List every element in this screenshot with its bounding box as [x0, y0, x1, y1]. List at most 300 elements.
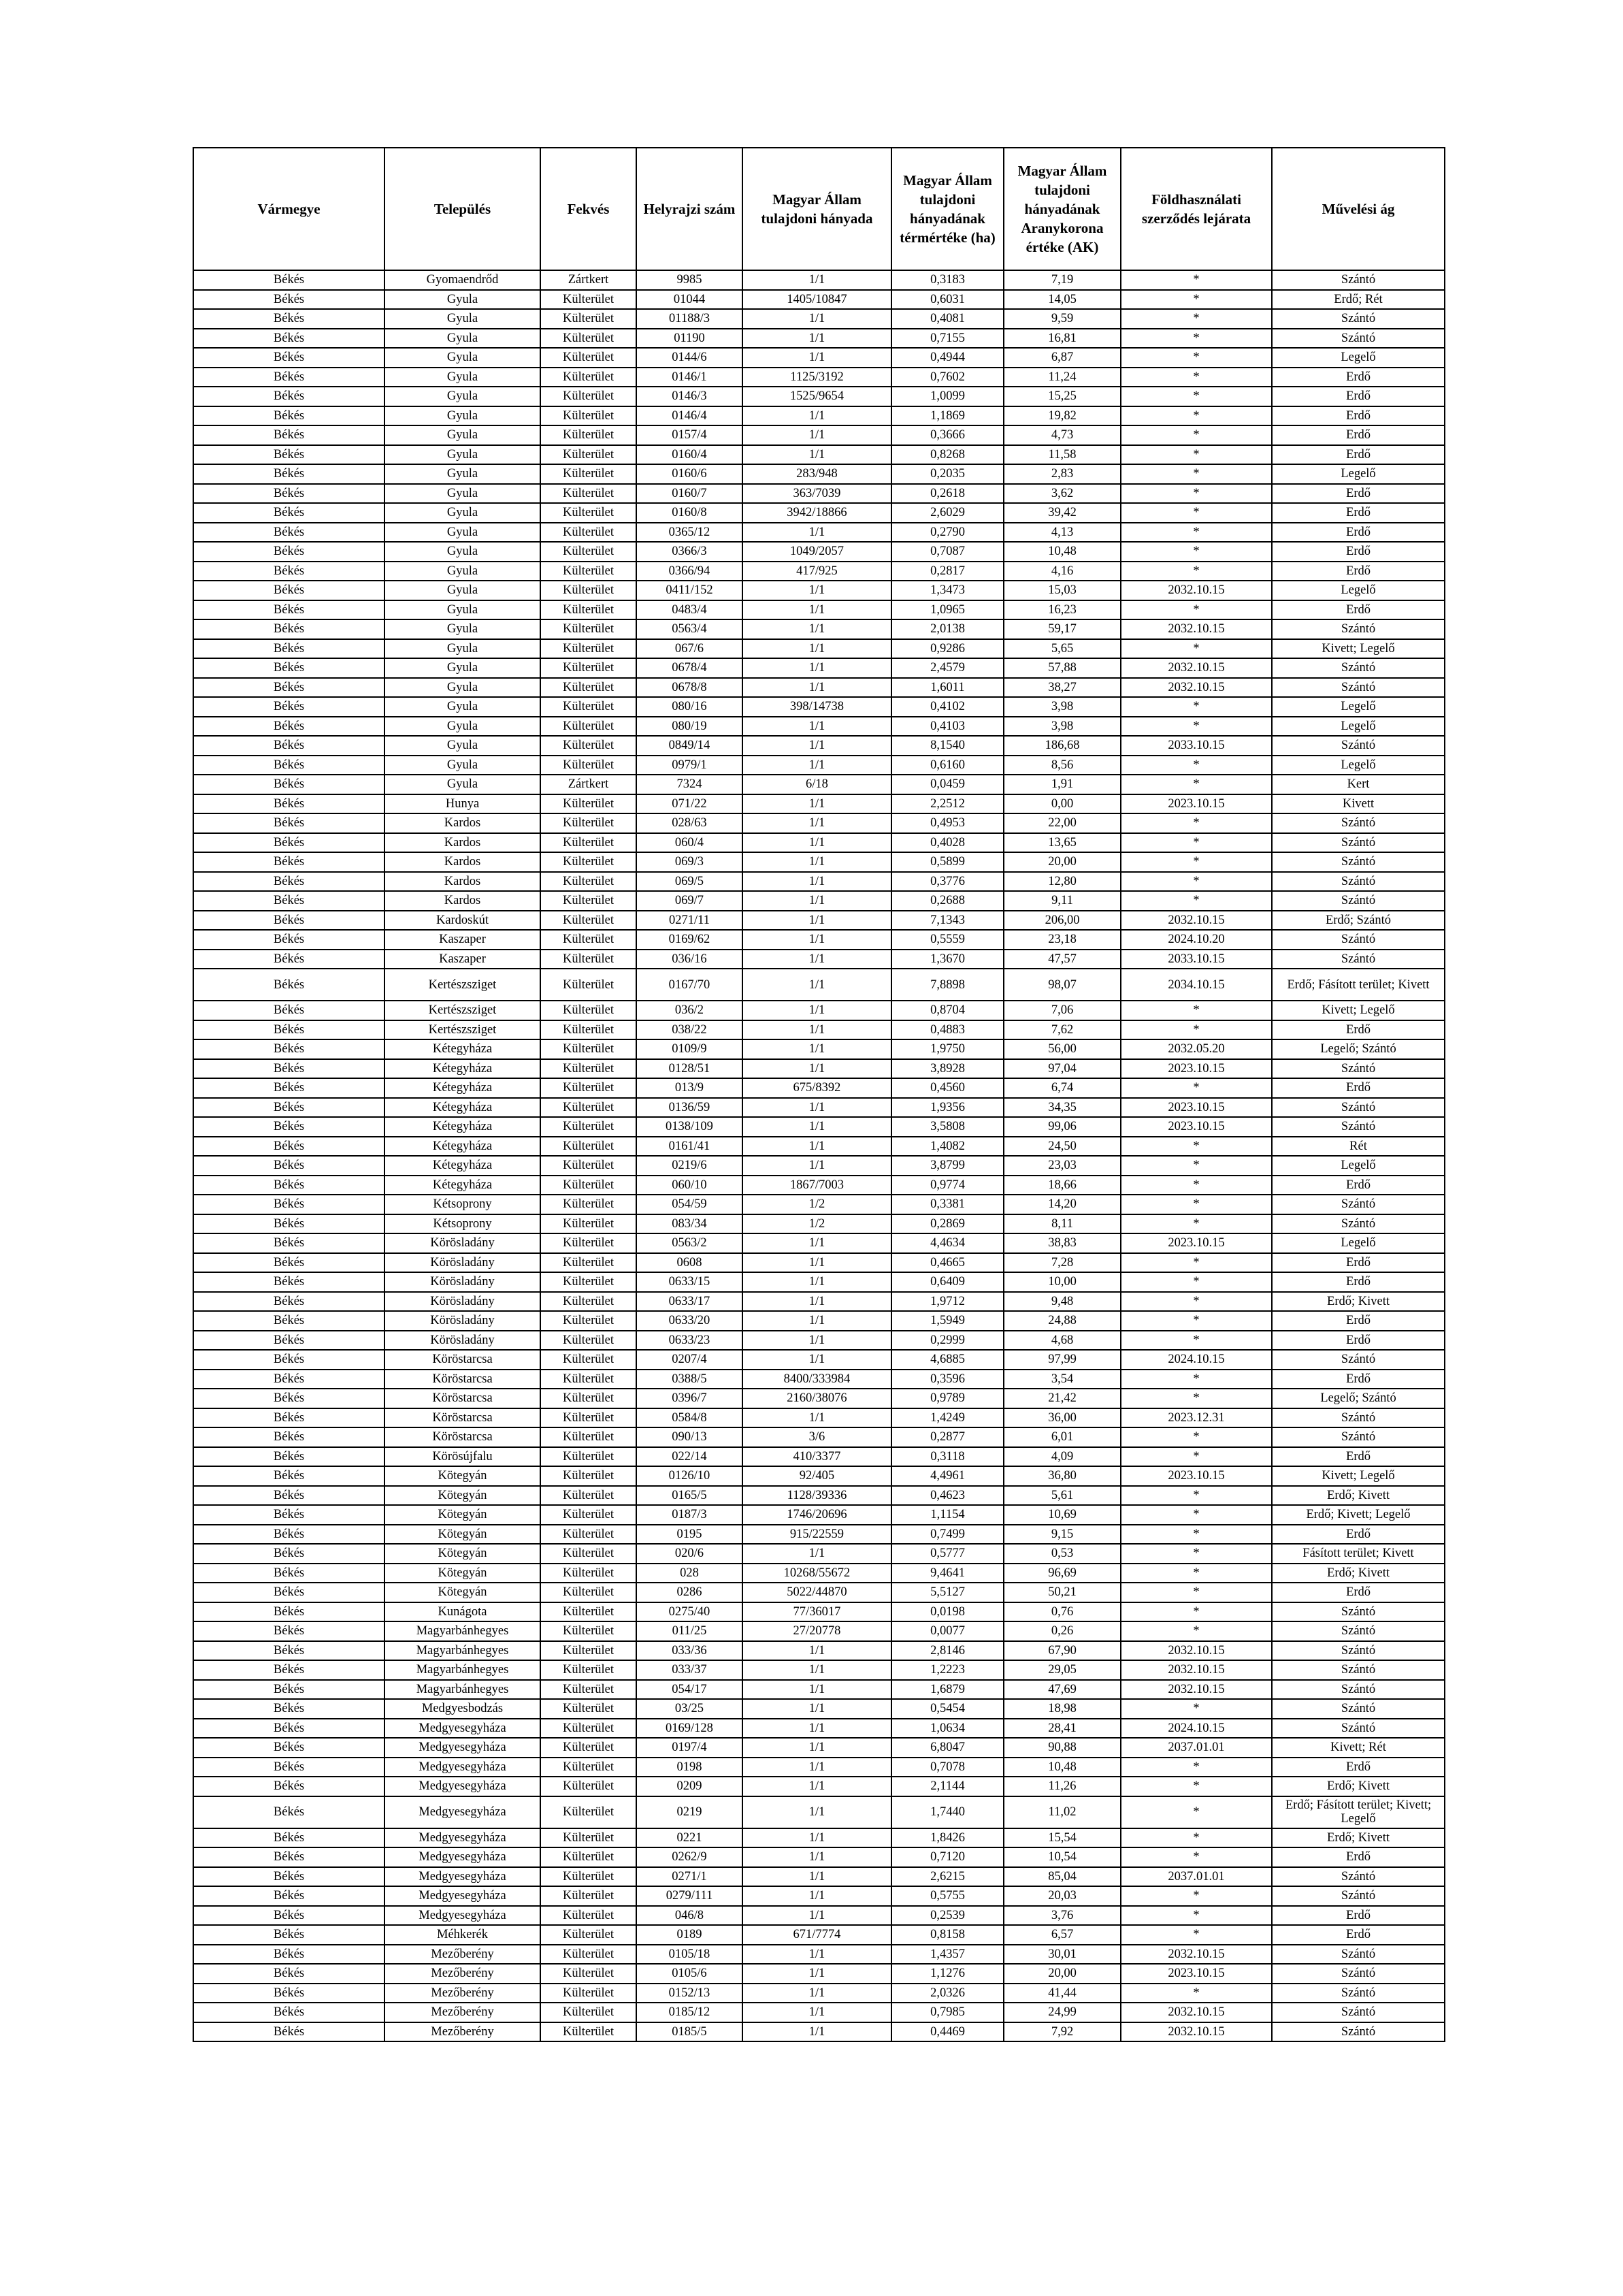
cell-state-share: 6/18 [742, 775, 891, 794]
cell-state-share: 1/1 [742, 678, 891, 698]
cell-county: Békés [193, 1719, 384, 1739]
cell-location: Külterület [540, 1272, 636, 1292]
table-row [193, 658, 1445, 678]
cell-contract-expiry: * [1121, 1370, 1272, 1389]
cell-contract-expiry: * [1121, 1925, 1272, 1945]
cell-county: Békés [193, 1738, 384, 1758]
cell-location: Külterület [540, 1738, 636, 1758]
cell-settlement: Kétegyháza [384, 1117, 540, 1137]
cell-county: Békés [193, 484, 384, 504]
cell-contract-expiry: 2023.10.15 [1121, 1059, 1272, 1079]
cell-golden-crown-value: 47,57 [1004, 950, 1121, 969]
cell-settlement: Mezőberény [384, 2003, 540, 2022]
cell-cultivation-branch: Erdő; Kivett [1272, 1486, 1445, 1506]
cell-location: Külterület [540, 1001, 636, 1020]
table-row [193, 1828, 1445, 1848]
table-row [193, 406, 1445, 426]
table-row [193, 270, 1445, 290]
table-row [193, 1777, 1445, 1796]
cell-state-share: 1/1 [742, 1796, 891, 1828]
cell-state-share: 5022/44870 [742, 1583, 891, 1602]
header-lot-number: Helyrajzi szám [636, 148, 742, 270]
cell-contract-expiry: * [1121, 756, 1272, 775]
cell-golden-crown-value: 10,00 [1004, 1272, 1121, 1292]
cell-county: Békés [193, 1214, 384, 1234]
cell-lot-number: 0411/152 [636, 581, 742, 600]
cell-county: Békés [193, 697, 384, 717]
cell-settlement: Gyula [384, 406, 540, 426]
cell-lot-number: 0146/1 [636, 368, 742, 387]
cell-lot-number: 0608 [636, 1253, 742, 1273]
cell-lot-number: 028 [636, 1564, 742, 1583]
table-row [193, 1505, 1445, 1525]
cell-lot-number: 0221 [636, 1828, 742, 1848]
cell-location: Külterület [540, 1233, 636, 1253]
cell-contract-expiry: 2024.10.20 [1121, 930, 1272, 950]
cell-location: Külterület [540, 1906, 636, 1926]
cell-state-share: 77/36017 [742, 1602, 891, 1622]
cell-county: Békés [193, 2022, 384, 2042]
cell-golden-crown-value: 19,82 [1004, 406, 1121, 426]
table-row [193, 1925, 1445, 1945]
cell-lot-number: 013/9 [636, 1078, 742, 1098]
cell-contract-expiry: * [1121, 445, 1272, 465]
cell-area-ha: 0,4103 [891, 717, 1004, 737]
cell-location: Külterület [540, 600, 636, 620]
cell-county: Békés [193, 1311, 384, 1331]
cell-contract-expiry: 2033.10.15 [1121, 736, 1272, 756]
cell-golden-crown-value: 7,28 [1004, 1253, 1121, 1273]
cell-state-share: 1/1 [742, 756, 891, 775]
cell-lot-number: 0207/4 [636, 1350, 742, 1370]
table-row [193, 1039, 1445, 1059]
cell-golden-crown-value: 39,42 [1004, 503, 1121, 523]
cell-cultivation-branch: Szántó [1272, 1886, 1445, 1906]
cell-state-share: 1/1 [742, 1039, 891, 1059]
cell-lot-number: 046/8 [636, 1906, 742, 1926]
cell-contract-expiry: 2032.10.15 [1121, 678, 1272, 698]
cell-area-ha: 1,3473 [891, 581, 1004, 600]
table-row [193, 464, 1445, 484]
cell-lot-number: 011/25 [636, 1621, 742, 1641]
cell-location: Külterület [540, 445, 636, 465]
cell-lot-number: 0262/9 [636, 1847, 742, 1867]
cell-contract-expiry: * [1121, 1505, 1272, 1525]
table-row [193, 852, 1445, 872]
table-row [193, 309, 1445, 329]
cell-settlement: Körösújfalu [384, 1447, 540, 1467]
cell-settlement: Gyula [384, 368, 540, 387]
cell-contract-expiry: * [1121, 1253, 1272, 1273]
cell-county: Békés [193, 1758, 384, 1777]
cell-state-share: 1/1 [742, 1059, 891, 1079]
cell-golden-crown-value: 9,15 [1004, 1525, 1121, 1545]
cell-cultivation-branch: Erdő [1272, 542, 1445, 562]
table-row [193, 1602, 1445, 1622]
cell-location: Külterület [540, 1311, 636, 1331]
cell-area-ha: 0,6409 [891, 1272, 1004, 1292]
cell-area-ha: 1,4082 [891, 1137, 1004, 1157]
cell-golden-crown-value: 6,74 [1004, 1078, 1121, 1098]
cell-location: Külterület [540, 1699, 636, 1719]
cell-lot-number: 0161/41 [636, 1137, 742, 1157]
cell-location: Külterület [540, 678, 636, 698]
cell-lot-number: 069/5 [636, 872, 742, 892]
cell-cultivation-branch: Szántó [1272, 1641, 1445, 1661]
cell-settlement: Köröstarcsa [384, 1370, 540, 1389]
cell-lot-number: 0979/1 [636, 756, 742, 775]
cell-contract-expiry: 2023.10.15 [1121, 1964, 1272, 1984]
cell-golden-crown-value: 38,83 [1004, 1233, 1121, 1253]
table-row [193, 290, 1445, 310]
cell-county: Békés [193, 736, 384, 756]
cell-cultivation-branch: Szántó [1272, 2003, 1445, 2022]
cell-location: Külterület [540, 523, 636, 543]
cell-lot-number: 071/22 [636, 794, 742, 814]
cell-county: Békés [193, 872, 384, 892]
table-row [193, 1195, 1445, 1214]
cell-cultivation-branch: Szántó [1272, 1117, 1445, 1137]
cell-county: Békés [193, 1699, 384, 1719]
cell-contract-expiry: * [1121, 1137, 1272, 1157]
cell-state-share: 1/1 [742, 1738, 891, 1758]
cell-county: Békés [193, 1331, 384, 1351]
cell-county: Békés [193, 1020, 384, 1040]
cell-golden-crown-value: 14,20 [1004, 1195, 1121, 1214]
cell-golden-crown-value: 0,26 [1004, 1621, 1121, 1641]
cell-county: Békés [193, 1886, 384, 1906]
cell-cultivation-branch: Legelő [1272, 756, 1445, 775]
cell-lot-number: 0185/5 [636, 2022, 742, 2042]
cell-contract-expiry: * [1121, 368, 1272, 387]
cell-golden-crown-value: 9,48 [1004, 1292, 1121, 1312]
table-row [193, 930, 1445, 950]
cell-settlement: Hunya [384, 794, 540, 814]
cell-location: Külterület [540, 1156, 636, 1176]
cell-contract-expiry: * [1121, 309, 1272, 329]
cell-lot-number: 033/36 [636, 1641, 742, 1661]
cell-state-share: 1867/7003 [742, 1176, 891, 1195]
cell-area-ha: 1,1276 [891, 1964, 1004, 1984]
cell-area-ha: 0,8268 [891, 445, 1004, 465]
table-row [193, 1758, 1445, 1777]
cell-lot-number: 0157/4 [636, 425, 742, 445]
cell-contract-expiry: * [1121, 1272, 1272, 1292]
cell-area-ha: 0,5777 [891, 1544, 1004, 1564]
table-row [193, 1621, 1445, 1641]
cell-settlement: Kardoskút [384, 911, 540, 931]
cell-golden-crown-value: 11,24 [1004, 368, 1121, 387]
cell-golden-crown-value: 24,88 [1004, 1311, 1121, 1331]
cell-location: Külterület [540, 1427, 636, 1447]
cell-lot-number: 054/17 [636, 1680, 742, 1700]
cell-settlement: Gyula [384, 562, 540, 581]
cell-state-share: 1/1 [742, 969, 891, 1001]
cell-area-ha: 9,4641 [891, 1564, 1004, 1583]
cell-lot-number: 0167/70 [636, 969, 742, 1001]
cell-contract-expiry: * [1121, 1176, 1272, 1195]
cell-county: Békés [193, 1777, 384, 1796]
cell-cultivation-branch: Szántó [1272, 1059, 1445, 1079]
cell-golden-crown-value: 18,66 [1004, 1176, 1121, 1195]
cell-cultivation-branch: Szántó [1272, 1984, 1445, 2003]
cell-area-ha: 0,4623 [891, 1486, 1004, 1506]
cell-lot-number: 0198 [636, 1758, 742, 1777]
table-row [193, 1847, 1445, 1867]
cell-contract-expiry: * [1121, 484, 1272, 504]
table-row [193, 1078, 1445, 1098]
cell-contract-expiry: 2032.10.15 [1121, 619, 1272, 639]
cell-lot-number: 0197/4 [636, 1738, 742, 1758]
cell-cultivation-branch: Szántó [1272, 1699, 1445, 1719]
cell-lot-number: 0109/9 [636, 1039, 742, 1059]
cell-area-ha: 3,8799 [891, 1156, 1004, 1176]
cell-golden-crown-value: 4,73 [1004, 425, 1121, 445]
cell-settlement: Köröstarcsa [384, 1389, 540, 1408]
cell-cultivation-branch: Kivett; Legelő [1272, 639, 1445, 659]
cell-area-ha: 0,0459 [891, 775, 1004, 794]
cell-settlement: Gyula [384, 290, 540, 310]
cell-location: Külterület [540, 1176, 636, 1195]
cell-cultivation-branch: Szántó [1272, 619, 1445, 639]
cell-lot-number: 0189 [636, 1925, 742, 1945]
cell-lot-number: 7324 [636, 775, 742, 794]
cell-location: Külterület [540, 1583, 636, 1602]
table-row [193, 1738, 1445, 1758]
cell-location: Külterület [540, 658, 636, 678]
cell-county: Békés [193, 445, 384, 465]
cell-location: Külterület [540, 387, 636, 406]
cell-county: Békés [193, 1544, 384, 1564]
cell-settlement: Gyula [384, 445, 540, 465]
table-row [193, 1370, 1445, 1389]
cell-location: Külterület [540, 348, 636, 368]
cell-settlement: Körösladány [384, 1233, 540, 1253]
cell-contract-expiry: * [1121, 775, 1272, 794]
cell-state-share: 1/1 [742, 717, 891, 737]
cell-cultivation-branch: Erdő [1272, 1253, 1445, 1273]
cell-state-share: 1/1 [742, 736, 891, 756]
cell-state-share: 1/1 [742, 1641, 891, 1661]
table-row [193, 503, 1445, 523]
table-row [193, 1020, 1445, 1040]
cell-county: Békés [193, 775, 384, 794]
cell-lot-number: 0160/8 [636, 503, 742, 523]
cell-settlement: Kötegyán [384, 1486, 540, 1506]
cell-location: Külterület [540, 1984, 636, 2003]
cell-golden-crown-value: 7,62 [1004, 1020, 1121, 1040]
cell-location: Külterület [540, 1408, 636, 1428]
cell-state-share: 1/1 [742, 1964, 891, 1984]
cell-location: Külterület [540, 1331, 636, 1351]
table-row [193, 872, 1445, 892]
cell-golden-crown-value: 11,58 [1004, 445, 1121, 465]
cell-contract-expiry: * [1121, 813, 1272, 833]
cell-settlement: Magyarbánhegyes [384, 1660, 540, 1680]
cell-cultivation-branch: Erdő [1272, 1176, 1445, 1195]
cell-cultivation-branch: Szántó [1272, 1964, 1445, 1984]
cell-area-ha: 0,2539 [891, 1906, 1004, 1926]
table-row [193, 1945, 1445, 1964]
cell-contract-expiry: 2032.10.15 [1121, 1660, 1272, 1680]
table-row [193, 775, 1445, 794]
cell-golden-crown-value: 206,00 [1004, 911, 1121, 931]
cell-county: Békés [193, 1867, 384, 1887]
cell-cultivation-branch: Szántó [1272, 2022, 1445, 2042]
table-row [193, 833, 1445, 853]
cell-county: Békés [193, 348, 384, 368]
cell-golden-crown-value: 24,50 [1004, 1137, 1121, 1157]
cell-settlement: Kétsoprony [384, 1214, 540, 1234]
cell-state-share: 1/1 [742, 1020, 891, 1040]
cell-cultivation-branch: Legelő [1272, 464, 1445, 484]
cell-golden-crown-value: 57,88 [1004, 658, 1121, 678]
cell-county: Békés [193, 619, 384, 639]
cell-county: Békés [193, 425, 384, 445]
cell-lot-number: 9985 [636, 270, 742, 290]
cell-contract-expiry: * [1121, 425, 1272, 445]
cell-area-ha: 1,6879 [891, 1680, 1004, 1700]
cell-location: Külterület [540, 1828, 636, 1848]
header-row [193, 148, 1445, 270]
table-row [193, 1389, 1445, 1408]
cell-county: Békés [193, 911, 384, 931]
cell-contract-expiry: * [1121, 1156, 1272, 1176]
cell-golden-crown-value: 10,69 [1004, 1505, 1121, 1525]
cell-location: Külterület [540, 1214, 636, 1234]
cell-contract-expiry: * [1121, 1886, 1272, 1906]
cell-area-ha: 1,1869 [891, 406, 1004, 426]
table-row [193, 1525, 1445, 1545]
table-row [193, 950, 1445, 969]
cell-golden-crown-value: 15,03 [1004, 581, 1121, 600]
cell-location: Külterület [540, 1137, 636, 1157]
cell-cultivation-branch: Szántó [1272, 1719, 1445, 1739]
cell-location: Külterület [540, 911, 636, 931]
cell-cultivation-branch: Erdő [1272, 600, 1445, 620]
cell-lot-number: 067/6 [636, 639, 742, 659]
cell-contract-expiry: * [1121, 1427, 1272, 1447]
cell-lot-number: 0136/59 [636, 1098, 742, 1118]
cell-golden-crown-value: 34,35 [1004, 1098, 1121, 1118]
cell-settlement: Medgyesegyháza [384, 1796, 540, 1828]
cell-lot-number: 0195 [636, 1525, 742, 1545]
cell-cultivation-branch: Legelő [1272, 717, 1445, 737]
cell-golden-crown-value: 4,13 [1004, 523, 1121, 543]
cell-location: Külterület [540, 1847, 636, 1867]
table-row [193, 600, 1445, 620]
cell-lot-number: 0366/3 [636, 542, 742, 562]
header-cultivation-branch: Művelési ág [1272, 148, 1445, 270]
cell-area-ha: 1,4249 [891, 1408, 1004, 1428]
cell-settlement: Kötegyán [384, 1525, 540, 1545]
table-row [193, 581, 1445, 600]
cell-contract-expiry: * [1121, 562, 1272, 581]
cell-lot-number: 0365/12 [636, 523, 742, 543]
table-row [193, 717, 1445, 737]
cell-contract-expiry: 2032.10.15 [1121, 911, 1272, 931]
cell-county: Békés [193, 1964, 384, 1984]
cell-lot-number: 080/19 [636, 717, 742, 737]
cell-golden-crown-value: 3,98 [1004, 717, 1121, 737]
cell-state-share: 1/1 [742, 639, 891, 659]
cell-cultivation-branch: Erdő [1272, 1311, 1445, 1331]
cell-county: Békés [193, 1389, 384, 1408]
cell-location: Külterület [540, 1525, 636, 1545]
cell-settlement: Gyula [384, 542, 540, 562]
cell-settlement: Kardos [384, 891, 540, 911]
cell-contract-expiry: * [1121, 542, 1272, 562]
table-row [193, 1544, 1445, 1564]
cell-cultivation-branch: Szántó [1272, 891, 1445, 911]
cell-settlement: Kétegyháza [384, 1176, 540, 1195]
cell-state-share: 1/1 [742, 329, 891, 349]
cell-settlement: Gyula [384, 697, 540, 717]
cell-settlement: Mezőberény [384, 1964, 540, 1984]
cell-county: Békés [193, 1621, 384, 1641]
cell-area-ha: 0,4028 [891, 833, 1004, 853]
cell-area-ha: 0,7155 [891, 329, 1004, 349]
cell-lot-number: 0563/4 [636, 619, 742, 639]
cell-area-ha: 0,9286 [891, 639, 1004, 659]
cell-lot-number: 0483/4 [636, 600, 742, 620]
cell-county: Békés [193, 1796, 384, 1828]
cell-state-share: 1525/9654 [742, 387, 891, 406]
cell-contract-expiry: * [1121, 1906, 1272, 1926]
cell-cultivation-branch: Szántó [1272, 1621, 1445, 1641]
table-row [193, 619, 1445, 639]
cell-area-ha: 1,9750 [891, 1039, 1004, 1059]
cell-state-share: 1/1 [742, 1233, 891, 1253]
cell-golden-crown-value: 2,83 [1004, 464, 1121, 484]
header-state-share: Magyar Állam tulajdoni hányada [742, 148, 891, 270]
table-row [193, 813, 1445, 833]
table-row [193, 1233, 1445, 1253]
cell-golden-crown-value: 6,87 [1004, 348, 1121, 368]
cell-lot-number: 038/22 [636, 1020, 742, 1040]
cell-area-ha: 0,3381 [891, 1195, 1004, 1214]
cell-location: Külterület [540, 1505, 636, 1525]
cell-cultivation-branch: Erdő; Fásított terület; Kivett; Legelő [1272, 1796, 1445, 1828]
cell-golden-crown-value: 13,65 [1004, 833, 1121, 853]
table-row [193, 1867, 1445, 1887]
cell-settlement: Köröstarcsa [384, 1350, 540, 1370]
cell-county: Békés [193, 464, 384, 484]
cell-state-share: 1/1 [742, 1847, 891, 1867]
cell-cultivation-branch: Szántó [1272, 950, 1445, 969]
cell-lot-number: 0138/109 [636, 1117, 742, 1137]
cell-county: Békés [193, 1156, 384, 1176]
cell-settlement: Mezőberény [384, 1945, 540, 1964]
cell-location: Külterület [540, 425, 636, 445]
cell-contract-expiry: * [1121, 1001, 1272, 1020]
cell-lot-number: 0271/1 [636, 1867, 742, 1887]
cell-contract-expiry: 2023.10.15 [1121, 1233, 1272, 1253]
cell-golden-crown-value: 85,04 [1004, 1867, 1121, 1887]
cell-contract-expiry: * [1121, 1564, 1272, 1583]
cell-golden-crown-value: 6,01 [1004, 1427, 1121, 1447]
cell-location: Külterület [540, 1777, 636, 1796]
cell-county: Békés [193, 1233, 384, 1253]
cell-lot-number: 0275/40 [636, 1602, 742, 1622]
cell-settlement: Kertészsziget [384, 1001, 540, 1020]
cell-county: Békés [193, 1253, 384, 1273]
cell-cultivation-branch: Erdő [1272, 1272, 1445, 1292]
table-row [193, 1466, 1445, 1486]
cell-settlement: Kötegyán [384, 1544, 540, 1564]
cell-area-ha: 0,9789 [891, 1389, 1004, 1408]
cell-county: Békés [193, 658, 384, 678]
